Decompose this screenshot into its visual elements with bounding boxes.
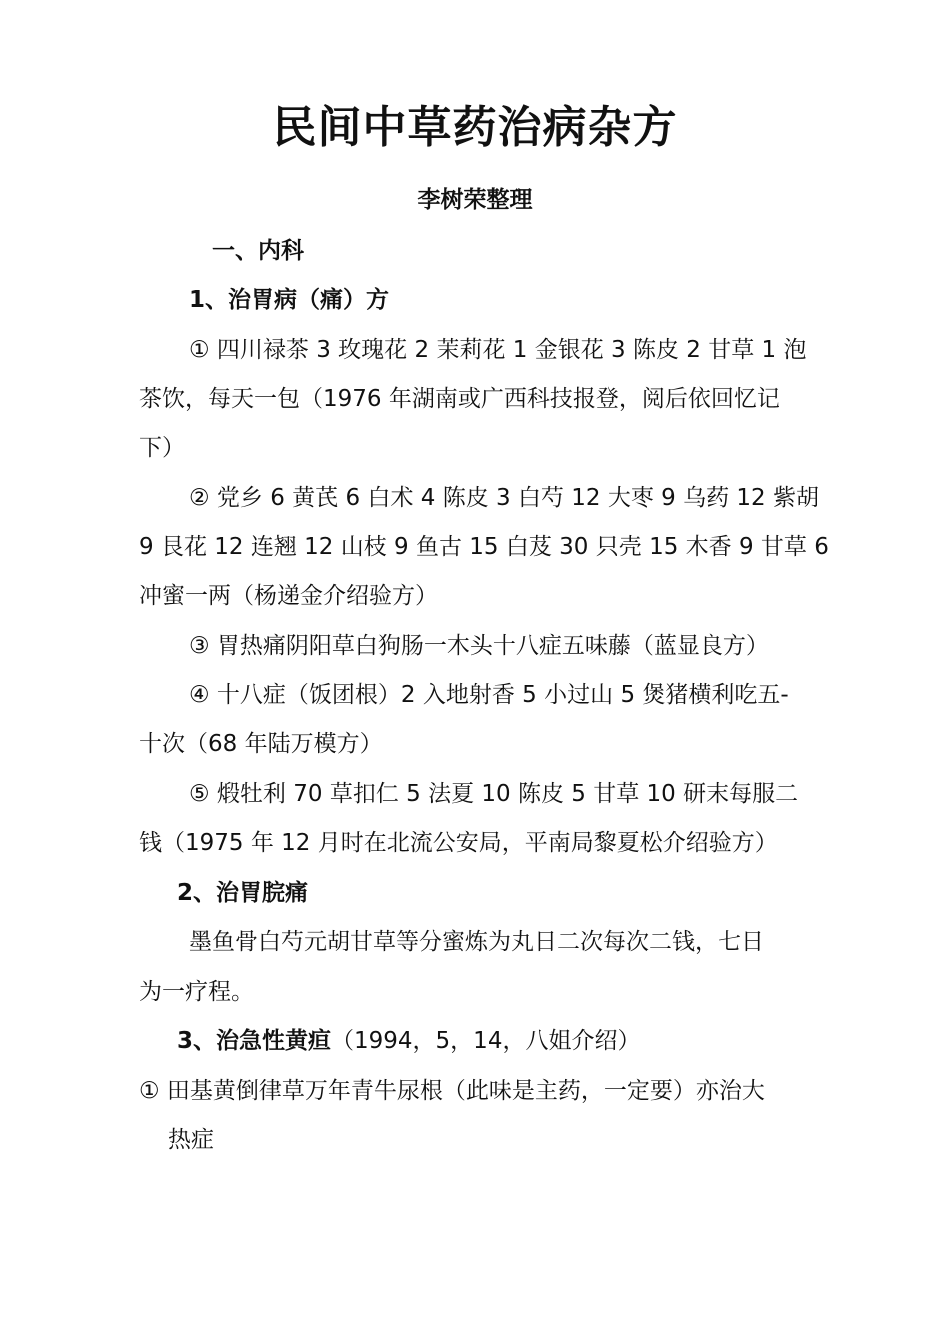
paragraph-line: 冲蜜一两（杨递金介绍验方） — [139, 583, 438, 609]
paragraph-line: 墨鱼骨白芍元胡甘草等分蜜炼为丸日二次每次二钱，七日 — [189, 929, 764, 955]
author-line: 李树荣整理 — [417, 187, 533, 213]
paragraph-line: ④ 十八症（饭团根）2 入地射香 5 小过山 5 煲猪横利吃五- — [189, 682, 789, 708]
paragraph-line: ② 党乡 6 黄芪 6 白术 4 陈皮 3 白芍 12 大枣 9 乌药 12 紫胡 — [189, 485, 819, 511]
subheading-jaundice-note: （1994，5，14，八姐介绍） — [331, 1028, 641, 1054]
paragraph-line: ③ 胃热痛阴阳草白狗肠一木头十八症五味藤（蓝显良方） — [189, 633, 769, 659]
paragraph-line: 十次（68 年陆万模方） — [139, 731, 383, 757]
subheading-epigastric-pain: 2、治胃脘痛 — [177, 880, 309, 906]
section-heading: 一、内科 — [212, 238, 304, 264]
subheading-stomach-pain: 1、治胃病（痛）方 — [189, 287, 390, 313]
paragraph-line: 9 艮花 12 连翘 12 山枝 9 鱼古 15 白芨 30 只壳 15 木香 9 甘草 6 — [139, 534, 829, 560]
paragraph-line: 钱（1975 年 12 月时在北流公安局，平南局黎夏松介绍验方） — [139, 830, 778, 856]
paragraph-line: ⑤ 煅牡利 70 草扣仁 5 法夏 10 陈皮 5 甘草 10 研末每服二 — [189, 781, 799, 807]
paragraph-line: ① 四川禄茶 3 玫瑰花 2 茉莉花 1 金银花 3 陈皮 2 甘草 1 泡 — [189, 337, 807, 363]
paragraph-line: 茶饮，每天一包（1976 年湖南或广西科技报登，阅后依回忆记 — [139, 386, 780, 412]
document-title: 民间中草药治病杂方 — [272, 102, 678, 153]
paragraph-line: 下） — [139, 435, 185, 461]
paragraph-line: 热症 — [168, 1127, 214, 1153]
paragraph-line: ① 田基黄倒律草万年青牛尿根（此味是主药，一定要）亦治大 — [139, 1078, 765, 1104]
subheading-jaundice — [177, 1025, 857, 1057]
subheading-jaundice-title: 3、治急性黄疸 — [177, 1028, 332, 1054]
paragraph-line: 为一疗程。 — [139, 979, 254, 1005]
